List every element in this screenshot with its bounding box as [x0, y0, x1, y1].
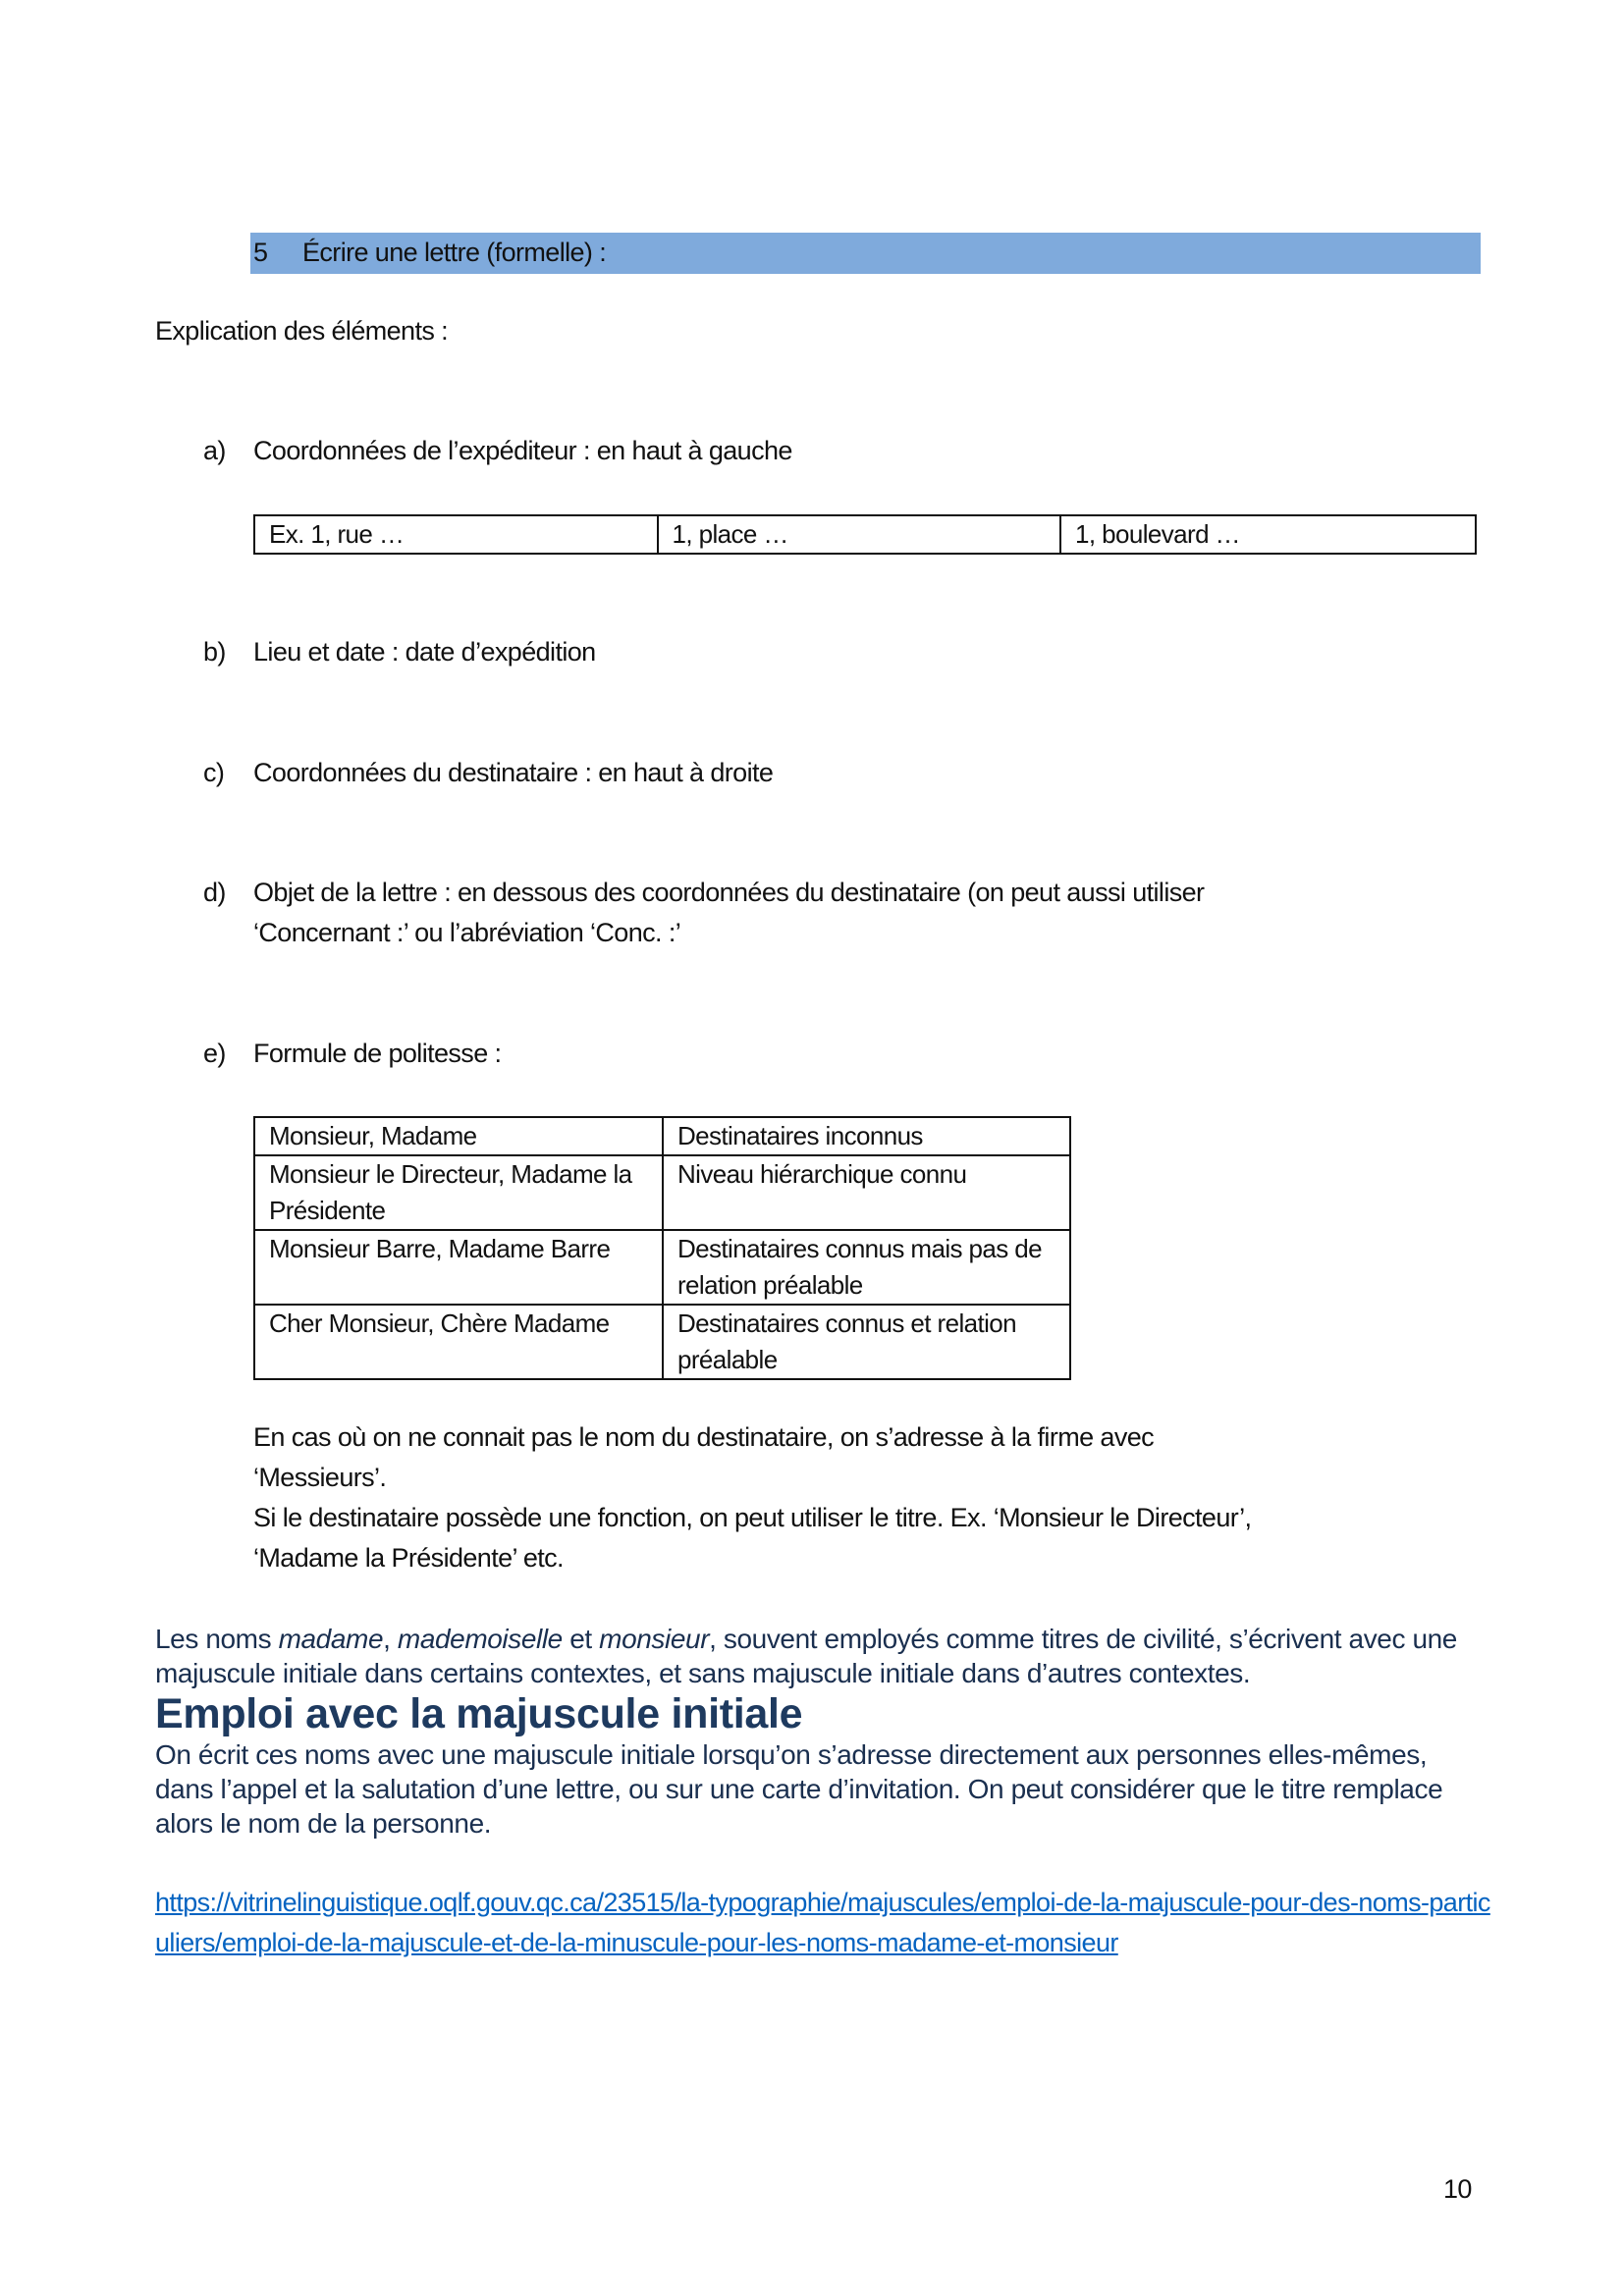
- section-number: 5: [253, 238, 268, 267]
- source-link[interactable]: https://vitrinelinguistique.oqlf.gouv.qc.ca/23515/la-typographie/majuscules/emploi-de-la-majuscule-pour-des-noms-particuliers/emploi-de-la-majuscule-et-de-la-minuscule-pour-les-noms-madame-et-monsieur: [155, 1888, 1490, 1957]
- section-heading: [250, 233, 1481, 274]
- table-cell: Destinataires inconnus: [663, 1117, 1070, 1155]
- table-cell: Monsieur, Madame: [254, 1117, 663, 1155]
- item-label: d): [203, 878, 226, 907]
- table-cell: Monsieur le Directeur, Madame la Présidente: [254, 1155, 663, 1230]
- table-cell: 1, place …: [658, 515, 1061, 554]
- table-row: [254, 1117, 1070, 1155]
- item-text: Coordonnées de l’expéditeur : en haut à gauche: [253, 436, 792, 465]
- item-text: Formule de politesse :: [253, 1039, 502, 1068]
- table-row: [254, 1230, 1070, 1305]
- note-line: Si le destinataire possède une fonction, on peut utiliser le titre. Ex. ‘Monsieur le Directeur’,: [253, 1503, 1252, 1532]
- item-label: c): [203, 758, 225, 787]
- page-number: 10: [1443, 2174, 1472, 2204]
- table-cell: Monsieur Barre, Madame Barre: [254, 1230, 663, 1305]
- web-excerpt: [155, 1622, 1490, 1841]
- table-cell: Ex. 1, rue …: [254, 515, 658, 554]
- table-cell: Niveau hiérarchique connu: [663, 1155, 1070, 1230]
- table-row: [254, 1155, 1070, 1230]
- item-label: e): [203, 1039, 226, 1068]
- table-cell: Destinataires connus et relation préalable: [663, 1305, 1070, 1379]
- section-title: Écrire une lettre (formelle) :: [302, 238, 607, 267]
- note-line: En cas où on ne connait pas le nom du destinataire, on s’adresse à la firme avec: [253, 1422, 1155, 1452]
- note-line: ‘Messieurs’.: [253, 1463, 387, 1492]
- table-cell: Destinataires connus mais pas de relation préalable: [663, 1230, 1070, 1305]
- item-text: Coordonnées du destinataire : en haut à droite: [253, 758, 774, 787]
- table-row: [254, 1305, 1070, 1379]
- item-text: Objet de la lettre : en dessous des coordonnées du destinataire (on peut aussi utiliser: [253, 878, 1205, 907]
- table-row: [254, 515, 1476, 554]
- note-line: ‘Madame la Présidente’ etc.: [253, 1543, 564, 1573]
- table-cell: 1, boulevard …: [1060, 515, 1476, 554]
- table-cell: Cher Monsieur, Chère Madame: [254, 1305, 663, 1379]
- item-label: a): [203, 436, 226, 465]
- item-text-continued: ‘Concernant :’ ou l’abréviation ‘Conc. :’: [253, 918, 681, 947]
- web-paragraph: On écrit ces noms avec une majuscule initiale lorsqu’on s’adresse directement aux personnes elles-mêmes, dans l’appel et la salutation d’une lettre, ou sur une carte d’invitation. On peut considérer que le titre remplace alors le nom de la personne.: [155, 1739, 1443, 1839]
- web-heading: Emploi avec la majuscule initiale: [155, 1690, 803, 1737]
- item-label: b): [203, 637, 226, 667]
- intro-text: Explication des éléments :: [155, 316, 449, 346]
- item-text: Lieu et date : date d’expédition: [253, 637, 596, 667]
- politesse-table: [253, 1116, 1071, 1380]
- web-paragraph: Les noms madame, mademoiselle et monsieur, souvent employés comme titres de civilité, s’écrivent avec une majuscule initiale dans certains contextes, et sans majuscule initiale dans d’autres contextes.: [155, 1624, 1457, 1688]
- address-table: [253, 514, 1477, 555]
